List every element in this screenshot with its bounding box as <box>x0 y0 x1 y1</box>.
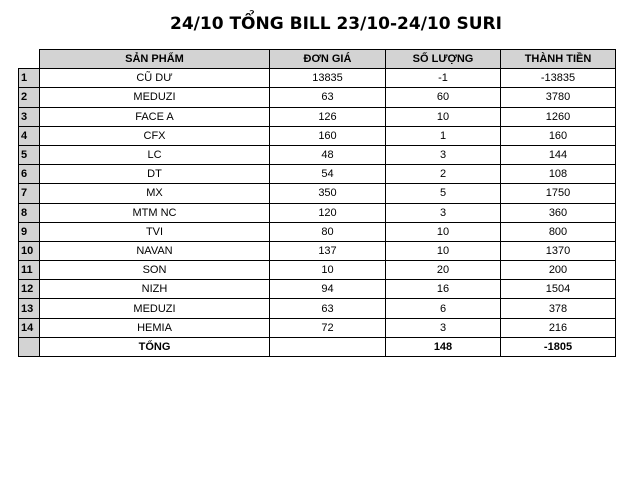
price-cell[interactable]: 120 <box>270 203 386 222</box>
quantity-cell[interactable]: 3 <box>386 318 501 337</box>
total-cell[interactable]: 200 <box>501 261 616 280</box>
quantity-cell[interactable]: 6 <box>386 299 501 318</box>
price-cell[interactable]: 48 <box>270 145 386 164</box>
table-row <box>19 88 616 107</box>
total-cell[interactable]: 800 <box>501 222 616 241</box>
corner-cell <box>19 50 40 69</box>
quantity-cell[interactable]: 10 <box>386 241 501 260</box>
table-row <box>19 145 616 164</box>
table-row <box>19 280 616 299</box>
quantity-cell[interactable]: 20 <box>386 261 501 280</box>
row-index[interactable]: 13 <box>19 299 40 318</box>
table-row <box>19 126 616 145</box>
row-index[interactable]: 11 <box>19 261 40 280</box>
table-row <box>19 69 616 88</box>
price-cell[interactable]: 13835 <box>270 69 386 88</box>
price-cell[interactable]: 126 <box>270 107 386 126</box>
product-cell[interactable]: HEMIA <box>40 318 270 337</box>
quantity-cell[interactable]: 16 <box>386 280 501 299</box>
quantity-cell[interactable]: 1 <box>386 126 501 145</box>
total-cell[interactable]: -13835 <box>501 69 616 88</box>
product-cell[interactable]: MTM NC <box>40 203 270 222</box>
footer-quantity-sum[interactable]: 148 <box>386 337 501 356</box>
row-index[interactable]: 10 <box>19 241 40 260</box>
table-row <box>19 184 616 203</box>
price-cell[interactable]: 63 <box>270 88 386 107</box>
quantity-cell[interactable]: 10 <box>386 222 501 241</box>
price-cell[interactable]: 80 <box>270 222 386 241</box>
row-index[interactable]: 2 <box>19 88 40 107</box>
total-cell[interactable]: 216 <box>501 318 616 337</box>
quantity-cell[interactable]: 3 <box>386 203 501 222</box>
total-cell[interactable]: 1504 <box>501 280 616 299</box>
product-cell[interactable]: MEDUZI <box>40 88 270 107</box>
header-price[interactable]: ĐƠN GIÁ <box>270 50 386 69</box>
table-row <box>19 299 616 318</box>
quantity-cell[interactable]: 10 <box>386 107 501 126</box>
price-cell[interactable]: 72 <box>270 318 386 337</box>
price-cell[interactable]: 63 <box>270 299 386 318</box>
product-cell[interactable]: NIZH <box>40 280 270 299</box>
price-cell[interactable]: 94 <box>270 280 386 299</box>
product-cell[interactable]: NAVAN <box>40 241 270 260</box>
table-row <box>19 165 616 184</box>
header-total[interactable]: THÀNH TIỀN <box>501 50 616 69</box>
price-cell[interactable]: 137 <box>270 241 386 260</box>
product-cell[interactable]: MEDUZI <box>40 299 270 318</box>
footer-total-sum[interactable]: -1805 <box>501 337 616 356</box>
total-cell[interactable]: 360 <box>501 203 616 222</box>
product-cell[interactable]: FACE A <box>40 107 270 126</box>
header-row <box>19 50 616 69</box>
footer-row <box>19 337 616 356</box>
table-row <box>19 261 616 280</box>
price-cell[interactable]: 54 <box>270 165 386 184</box>
quantity-cell[interactable]: 5 <box>386 184 501 203</box>
product-cell[interactable]: CFX <box>40 126 270 145</box>
row-index[interactable]: 7 <box>19 184 40 203</box>
total-cell[interactable]: 108 <box>501 165 616 184</box>
row-index[interactable]: 3 <box>19 107 40 126</box>
footer-index-cell[interactable] <box>19 337 40 356</box>
table-row <box>19 107 616 126</box>
row-index[interactable]: 1 <box>19 69 40 88</box>
footer-label[interactable]: TỔNG <box>40 337 270 356</box>
product-cell[interactable]: DT <box>40 165 270 184</box>
header-quantity[interactable]: SỐ LƯỢNG <box>386 50 501 69</box>
product-cell[interactable]: SON <box>40 261 270 280</box>
table-row <box>19 222 616 241</box>
table-row <box>19 203 616 222</box>
row-index[interactable]: 6 <box>19 165 40 184</box>
product-cell[interactable]: TVI <box>40 222 270 241</box>
quantity-cell[interactable]: -1 <box>386 69 501 88</box>
row-index[interactable]: 4 <box>19 126 40 145</box>
total-cell[interactable]: 1370 <box>501 241 616 260</box>
sheet-title: 24/10 TỔNG BILL 23/10-24/10 SURI <box>170 14 502 34</box>
total-cell[interactable]: 3780 <box>501 88 616 107</box>
table-row <box>19 318 616 337</box>
table-row <box>19 241 616 260</box>
total-cell[interactable]: 378 <box>501 299 616 318</box>
total-cell[interactable]: 1260 <box>501 107 616 126</box>
row-index[interactable]: 9 <box>19 222 40 241</box>
product-cell[interactable]: MX <box>40 184 270 203</box>
row-index[interactable]: 5 <box>19 145 40 164</box>
product-cell[interactable]: CŨ DƯ <box>40 69 270 88</box>
quantity-cell[interactable]: 2 <box>386 165 501 184</box>
total-cell[interactable]: 160 <box>501 126 616 145</box>
quantity-cell[interactable]: 3 <box>386 145 501 164</box>
footer-price-cell[interactable] <box>270 337 386 356</box>
price-cell[interactable]: 10 <box>270 261 386 280</box>
price-cell[interactable]: 160 <box>270 126 386 145</box>
quantity-cell[interactable]: 60 <box>386 88 501 107</box>
total-cell[interactable]: 1750 <box>501 184 616 203</box>
row-index[interactable]: 12 <box>19 280 40 299</box>
row-index[interactable]: 14 <box>19 318 40 337</box>
price-cell[interactable]: 350 <box>270 184 386 203</box>
total-cell[interactable]: 144 <box>501 145 616 164</box>
header-product[interactable]: SẢN PHẨM <box>40 50 270 69</box>
product-cell[interactable]: LC <box>40 145 270 164</box>
bill-table <box>18 49 616 357</box>
row-index[interactable]: 8 <box>19 203 40 222</box>
